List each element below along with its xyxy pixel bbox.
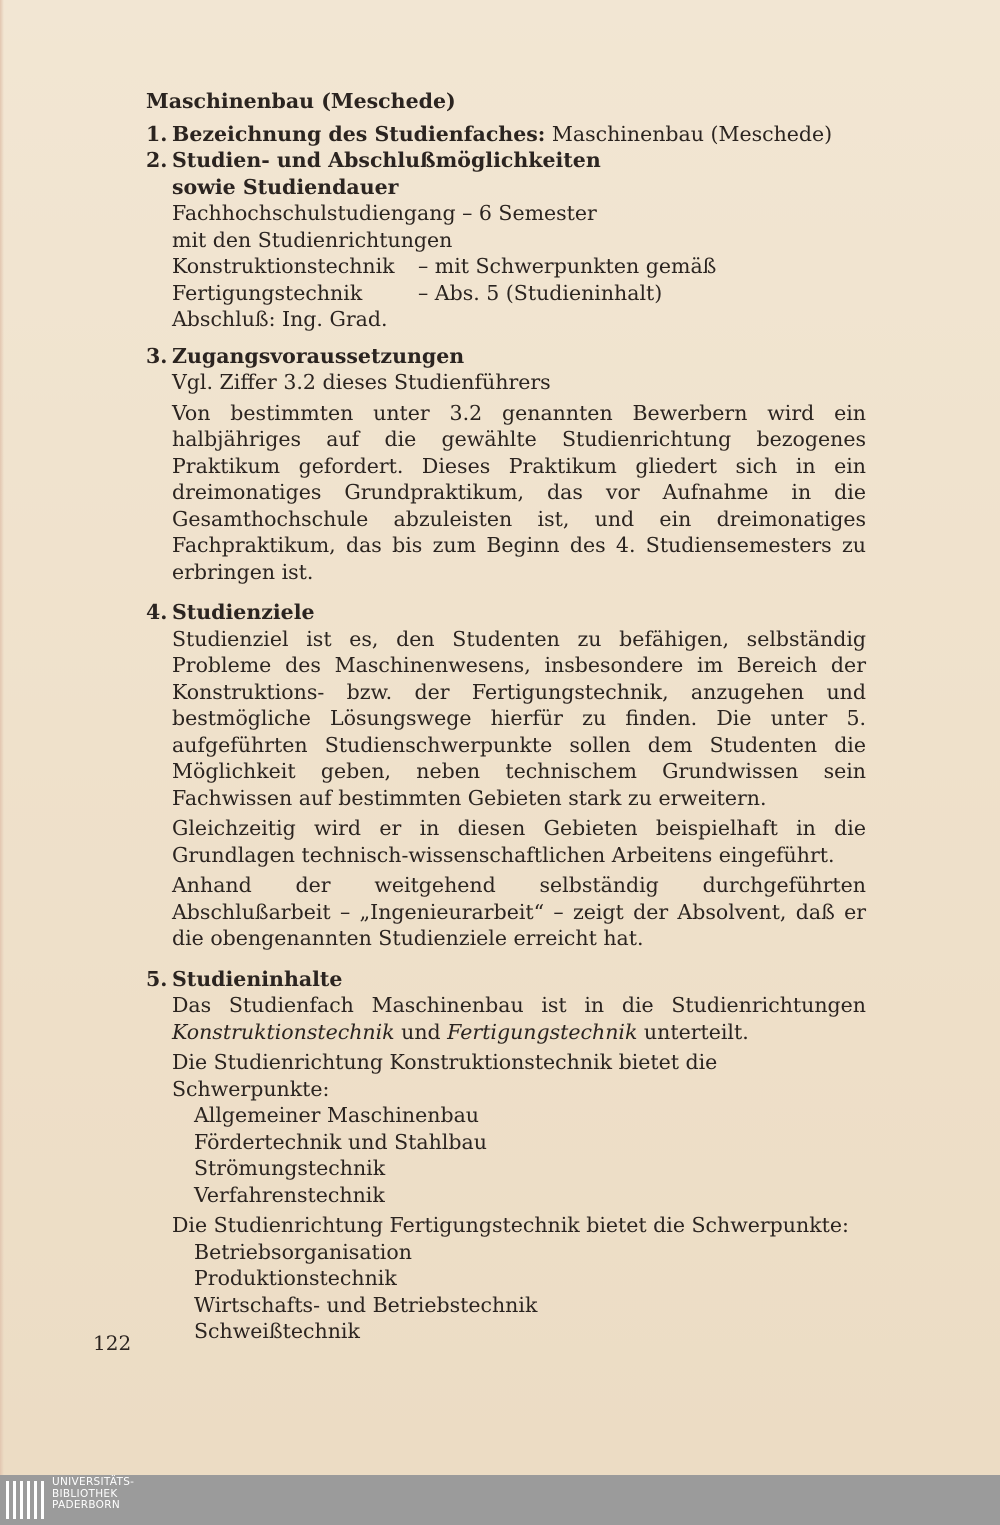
section-5-number: 5. (146, 966, 168, 991)
fertigung-list (172, 1239, 866, 1345)
library-logo-icon (6, 1481, 46, 1519)
row1-right: – mit Schwerpunkten gemäß (418, 254, 717, 278)
row1-left: Konstruktionstechnik (172, 254, 395, 278)
list-item: Verfahrenstechnik (194, 1182, 385, 1207)
section-2 (146, 147, 866, 333)
section-5-paragraph-1-line2 (172, 1019, 866, 1046)
page-edge (0, 0, 4, 1475)
section-4-paragraph-3: Anhand der weitgehend selbständig durchgeführten Abschlußarbeit – „Ingenieurarbeit“ – zeigt der Absolvent, daß er die obengenannten Studienziele erreicht hat. (172, 873, 866, 950)
list-item: Produktionstechnik (194, 1266, 397, 1290)
section-3-line1: Vgl. Ziffer 3.2 dieses Studienführers (172, 370, 551, 394)
row2-left: Fertigungstechnik (172, 280, 363, 305)
list-item: Allgemeiner Maschinenbau (194, 1103, 480, 1127)
section-2-line1: Fachhochschulstudiengang – 6 Semester (172, 201, 597, 225)
library-name (52, 1477, 134, 1512)
list-item: Wirtschafts- und Betriebstechnik (194, 1292, 538, 1317)
section-3-heading: Zugangsvoraussetzungen (172, 343, 465, 368)
section-3 (146, 343, 866, 586)
and-text: und (394, 1019, 448, 1044)
section-1-value: Maschinenbau (Meschede) (551, 121, 833, 146)
library-footer (0, 1475, 1000, 1525)
section-3-number: 3. (146, 343, 168, 368)
section-3-paragraph: Von bestimmten unter 3.2 genannten Bewerbern wird ein halbjähriges auf die gewählte Studienrichtung bezogenes Praktikum gefordert. Dieses Praktikum gliedert sich in ein dreimonatiges Grundpraktikum, das vor Aufnahme in die Gesamthochschule abzuleisten ist, und ein dreimonatiges Fachpraktikum, das bis zum Beginn des 4. Studiensemesters zu erbringen ist. (172, 400, 866, 584)
fertigung-intro: Die Studienrichtung Fertigungstechnik bietet die Schwerpunkte: (172, 1213, 849, 1237)
library-name-line2: BIBLIOTHEK (52, 1487, 118, 1500)
section-4-number: 4. (146, 600, 168, 624)
page-title: Maschinenbau (Meschede) (146, 89, 456, 113)
section-1-label: Bezeichnung des Studienfaches: (172, 121, 546, 146)
section-4-paragraph-1: Studienziel ist es, den Studenten zu befähigen, selbständig Probleme des Maschinenwesens, insbesondere im Bereich der Konstruktions- bzw. der Fertigungstechnik, anzugehen und bestmögliche Lösungswege hierfür zu finden. Die unter 5. aufgeführten Studienschwerpunkte sollen dem Studenten die Möglichkeit geben, neben technischem Grundwissen sein Fachwissen auf bestimmten Gebieten stark zu erweitern. (172, 626, 866, 810)
page-content (146, 88, 866, 1345)
library-name-line3: PADERBORN (52, 1499, 120, 1511)
section-2-heading-line1: Studien- und Abschlußmöglichkeiten (172, 148, 601, 172)
list-item: Betriebsorganisation (194, 1239, 412, 1264)
list-item: Schweißtechnik (194, 1319, 360, 1343)
page-number: 122 (93, 1331, 132, 1355)
section-2-line5: Abschluß: Ing. Grad. (172, 307, 388, 331)
section-2-row1 (172, 253, 866, 280)
fertigungstechnik-term: Fertigungstechnik (447, 1019, 638, 1044)
konstruktion-intro: Die Studienrichtung Konstruktionstechnik bietet die Schwerpunkte: (172, 1050, 718, 1101)
row2-right: – Abs. 5 (Studieninhalt) (418, 280, 663, 305)
section-2-row2 (172, 280, 866, 307)
unterteilt-text: unterteilt. (637, 1019, 749, 1044)
section-5-paragraph-1 (172, 992, 866, 1045)
section-5-heading: Studieninhalte (172, 966, 343, 991)
section-5 (146, 966, 866, 1345)
section-4-paragraph-2: Gleichzeitig wird er in diesen Gebieten beispielhaft in die Grundlagen technisch-wissenschaftlichen Arbeitens eingeführt. (172, 816, 866, 867)
list-item: Fördertechnik und Stahlbau (194, 1129, 487, 1154)
konstruktion-list (172, 1102, 866, 1208)
section-1 (146, 121, 866, 148)
konstruktionstechnik-term: Konstruktionstechnik (172, 1019, 395, 1044)
section-4-heading: Studienziele (172, 600, 315, 624)
section-2-heading-line2: sowie Studiendauer (172, 174, 399, 199)
section-5-paragraph-1-line1: Das Studienfach Maschinenbau ist in die Studienrichtungen (172, 993, 866, 1017)
section-4 (146, 599, 866, 952)
library-name-line1: UNIVERSITÄTS- (52, 1476, 135, 1488)
section-2-line2: mit den Studienrichtungen (172, 227, 453, 252)
list-item: Strömungstechnik (194, 1156, 386, 1180)
section-1-number: 1. (146, 121, 168, 146)
section-2-number: 2. (146, 148, 168, 172)
